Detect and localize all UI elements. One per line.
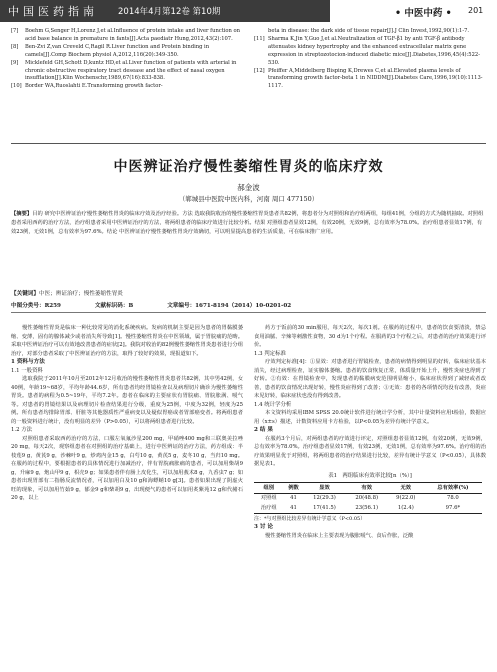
section-label: • 中医中药 • [395, 8, 452, 19]
table-cell: 78.0 [446, 495, 459, 501]
table-header-cell: 有效 [361, 484, 372, 491]
table-cell: 对照组 [260, 495, 277, 501]
table-header-row [254, 483, 482, 494]
reference-item [11, 60, 243, 84]
page-number: 201 [468, 6, 484, 15]
meta-divider [11, 312, 486, 313]
body-paragraph: 慢性萎缩性胃炎是临床一种比较常见的消化系统疾病。发病的机制主要是因为患者的胃黏膜萎缩、变薄，固有的腺体减少或者消失所导致[1]。慢性萎缩性胃炎在中医领域，属于胃脘痛的范畴。采取中医辨证治疗可以有效地改善患者的症状[2]。我院对收治的82例慢性萎缩性胃炎患者进行分组治疗，对部分患者采取了中医辨证治疗的方法，取得了较好的效果，现报道如下。 [11, 325, 243, 357]
section-heading: 1.2 方法 [11, 427, 33, 433]
body-paragraph: 疗效判定标准[4]：①显效：对患者进行胃镜检查，患者的病情得到明显的好转，临床症状基本消失，经过病理检查，证实腺体萎缩。患者的饮食恢复正常，体质量开始上升，慢性炎症也得到了好转。②有效：在胃镜检查中，发现患者的黏膜病变范围明显缩小，临床症状得到了减轻或者改善，患者的饮食情况出现好转，慢性炎症得到了改善；③无效：患者的各项情况均没有改善，炎症未见好转，临床症状也没有得到改善。 [254, 359, 486, 399]
reference-text: Boehm G,Senger H,Lorenz J,et al.Influence of protein intake and liver function on acid base balance in premature in fants[J].Acta paediatr Hung,2012,43(2):107. [25, 28, 241, 42]
table-caption: 表1 两组临床有效率比较[n（%）] [328, 472, 412, 479]
section-heading: 1.4 统计学分析 [254, 401, 292, 408]
article-number: 文章编号：1671-8194（2014）10-0201-02 [167, 303, 292, 309]
journal-header [0, 0, 497, 22]
table-cell: 23(56.1) [355, 504, 379, 511]
table-cell: 41 [290, 504, 297, 511]
reference-item [254, 68, 486, 92]
reference-number [254, 28, 268, 36]
table-cell: 治疗组 [260, 504, 277, 511]
body-paragraph: 选取我院于2011年10月至2012年12月收治的慢性萎缩性胃炎患者共82例，其中男42例，女40例，年龄19~68岁，平均年龄44.6岁，所有患者均经胃镜检查以及病理切片确诊为慢性萎缩性胃炎。患者的病程为0.5~19年，平均7.2年。患者在临床的主要症状有胃脘痛、胃脘胀满、嗳气等。对患者的胃镜结果以及病理切片检查结果进行分级，重度为25例，中度为32例，轻度为25例。所有患者均排除胃部、肝脏等其他器质性严重病变以及疑似胃癌或者胃部癌变者。将两组患者的一般资料进行统计，没有明显的差异（P>0.05），可以将两组患者进行比较。 [11, 376, 243, 425]
clc-number: 中图分类号：R259 [11, 303, 61, 309]
author: 郝金波 [237, 183, 260, 192]
references-right [254, 28, 486, 91]
section-heading: 1.3 判定标准 [254, 350, 286, 357]
body-paragraph: 本文资料均采用IBM SPSS 20.0统计软件进行统计学分析，其中计量资料应用t检验，数据应用（x±s）描述，计数资料应用卡方检验，以P<0.05为差异有统计学意义。 [254, 410, 486, 425]
table-1 [254, 472, 486, 524]
section-divider [11, 143, 486, 144]
body-paragraph: 对照组患者采取西药治疗的方法，口服左氧氟沙星200 mg，甲硝唑400 mg和三联奥美拉唑20 mg，每天2次，观察组患者在对照组的治疗基础上，进行中医辨证的治疗方法，药方组成：半枝莲9 g，黄芪9 g，沙棘叶9 g，炒鸡内金15 g，白芍10 g，黄芪5 g，麦冬10 g，当归10 mg。在服药的过程中，要根据患者的具体情况进行加减治疗，伴有胃脘痛胀痛的患者，可以加用柴胡9 g，升麻9 g，炮山甲9 g，枳壳9 g；如果患者伴有肠上皮化生，可以加用莪术8 g，九香虫7 g；如患者出现胃部有二指肠反流情况者，可以加用白及10 g和海螵蛸10 g[3]。患者如果出现了阴虚火旺的现象，可以加用竹茹9 g，郁金9 g和柴胡9 g，出现便气的患者可以加用炙紫苑12 g和代赭石20 g，以上 [11, 435, 243, 501]
issue-info: 2014年4月第12卷 第10期 [118, 7, 221, 17]
journal-name: 中国医药指南 [8, 5, 98, 18]
section-heading: 2 结 果 [254, 427, 273, 433]
reference-text: Pfeiffer A,Middelberg Bisping K,Drewes C,et al.Elevated plasma levels of transforming growth factor-beta 1 in NIDDM[J].Diabetes Care,1996,19(10):1113-1117. [268, 67, 483, 90]
document-code: 文献标识码：B [94, 303, 134, 309]
body-paragraph: 在服药3个月后，对两组患者的疗效进行评定，对照组患者显效12例，有效20例，无效9例，总有效率为78.0%。治疗组患者显效17例，有效23例，无效1例，总有效率为97.6%。治疗组的治疗效果明显优于对照组，将两组患者的治疗结果进行比较，差异有统计学意义（P<0.05），具体数据见表1。 [254, 435, 486, 467]
table-header-cell: 总有效率(%) [437, 484, 469, 491]
section-heading: 1 资料与方法 [11, 359, 45, 365]
table-cell: 97.6* [445, 504, 461, 511]
body-paragraph: 慢性萎缩性胃炎在临床上主要表现为腹胀嗳气、食后作胀，泛酸 [265, 532, 414, 539]
table-cell: 9(22.0) [396, 495, 416, 501]
body-column-left [11, 324, 243, 503]
table-cell: 12(29.3) [313, 495, 336, 501]
keywords-label: 【关键词】 [11, 291, 39, 297]
results-table [254, 482, 482, 514]
reference-item [254, 36, 486, 68]
body-column-right [254, 324, 486, 540]
abstract-label: 【摘要】 [11, 211, 33, 217]
reference-number: [9] [11, 59, 19, 66]
reference-text: beta in disease: the dark side of tissue repair[J].J Clin Invest,1992,90(1):1-7. [268, 28, 470, 34]
table-cell: 20(48.8) [355, 495, 379, 501]
reference-number: [8] [11, 43, 19, 50]
table-header-cell: 例数 [288, 484, 299, 491]
reference-number: [12] [254, 67, 265, 74]
table-header-cell: 无效 [400, 484, 412, 491]
abstract [11, 210, 486, 237]
section-heading: 3 讨 论 [254, 524, 273, 530]
table-cell: 41 [290, 495, 297, 501]
reference-item [11, 83, 243, 91]
table-note: 注：*与对照组比较差异有统计学意义（P<0.05） [254, 515, 366, 522]
reference-number: [7] [11, 28, 19, 34]
reference-text: Micklefeld GH,Schott D,kuntz HD,et al.Liver function of patients with arterial in chronic obstructive respiratory tract desease and the effect of nasal oxygen insufflation[J].Klin Wochenschr,1989,67(16):833-838. [25, 59, 237, 82]
table-cell: 17(41.5) [313, 504, 336, 511]
body-paragraph: 药方于饭前的30 min服用，每天2次，每次1剂。在服药的过程中，患者的饮食要清淡，禁忌食用油腻、辛辣等刺激性食物，30 d为1个疗程。在服药的3个疗程之后，对患者的治疗效果进行评价。 [254, 325, 486, 348]
section-heading: 1.1 一般资料 [11, 367, 43, 374]
table-row [254, 503, 482, 513]
reference-item [11, 44, 243, 60]
reference-item [254, 28, 486, 36]
affiliation: （郸城县中医院中医内科，河南 周口 477150） [178, 195, 319, 203]
reference-text: Ben-Zvi Z,van Creveld C,Ragil R.Liver function and Protein binding in camels[J].Comp Biochem physiol A,2012,116(20):349-350. [25, 43, 210, 58]
reference-number: [10] [11, 83, 22, 90]
reference-number: [11] [254, 35, 265, 42]
table-cell: 1(2.4) [397, 504, 414, 511]
table-header-cell: 显效 [319, 484, 330, 491]
keywords [11, 289, 486, 297]
reference-item [11, 28, 243, 44]
article-meta [11, 301, 486, 309]
reference-text: Border WA,Ruoslahti E.Transforming growth factor- [25, 83, 163, 90]
table-header-cell: 组别 [263, 484, 275, 491]
keywords-text: 中医；辨证治疗；慢性萎缩性胃炎 [38, 291, 123, 297]
abstract-text: 目的 研究中医辨证治疗慢性萎缩性胃炎的临床疗效及治疗经验。方法 选取我院收治的慢性萎缩性胃炎患者共82例，将患者分为对照组和治疗组两组，每组41例，分组的方式为随机抽取。对照组患者采用西药的治疗方法，治疗组患者采用中医辨证治疗的方法，将两组患者的临床疗效进行比较分析。结果 对照组患者显效12例，有效20例，无效9例，总有效率为78.0%。治疗组患者显效17例，有效23例，无效1例，总有效率为97.6%。结论 中医辨证治疗慢性萎缩性胃炎疗效确切，可以明显提高患者的生活质量，可在临床推广应用。 [11, 211, 484, 235]
header-band [0, 0, 330, 22]
table-row [254, 493, 482, 503]
article-title: 中医辨证治疗慢性萎缩性胃炎的临床疗效 [113, 159, 384, 175]
references-left [11, 28, 243, 91]
reference-text: Sharma K,Jin Y,Guo J,et al.Neutralization of TGF-β1 by anti TGF-β antibody attenuates kidney hypertrophy and the enhanced extracellular matrix gene expression in streptozotocion-induced diabetic mice[J].Diabetes,1996,45(4):522-530. [268, 35, 480, 66]
